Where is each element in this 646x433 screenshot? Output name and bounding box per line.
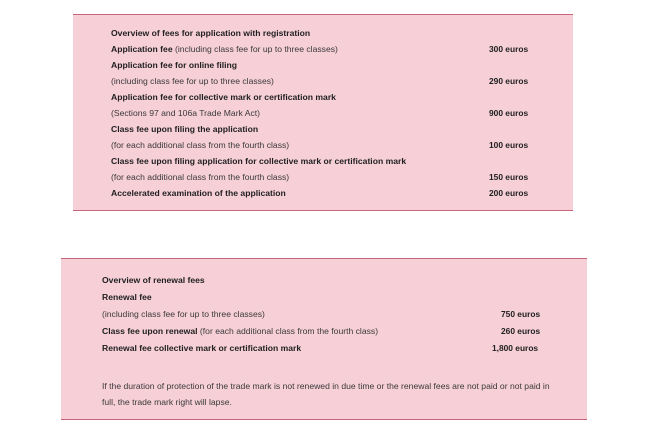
renewal-fees-title: Overview of renewal fees [102, 275, 205, 285]
class-fee-collective-title: Class fee upon filing application for collective mark or certification mark [111, 156, 407, 166]
renewal-collective-title: Renewal fee collective mark or certification mark [102, 343, 302, 353]
online-filing-amount: 290 euros [489, 76, 529, 86]
class-fee-title: Class fee upon filing the application [111, 124, 259, 134]
online-filing-title: Application fee for online filing [111, 60, 238, 70]
renewal-class-fee-note: (for each additional class from the fourth class) [197, 326, 379, 336]
renewal-fee-title: Renewal fee [102, 292, 152, 302]
application-fee-amount: 300 euros [489, 44, 529, 54]
class-fee-collective-note: (for each additional class from the fourth class) [111, 172, 290, 182]
application-fee-row [111, 43, 338, 55]
renewal-collective-amount: 1,800 euros [492, 343, 539, 353]
online-filing-note: (including class fee for up to three classes) [111, 76, 274, 86]
application-fee-note: (including class fee for up to three classes) [172, 44, 338, 54]
class-fee-note: (for each additional class from the fourth class) [111, 140, 290, 150]
renewal-class-fee-row [102, 325, 378, 337]
renewal-fee-note: (including class fee for up to three classes) [102, 309, 265, 319]
registration-fees-panel [73, 14, 573, 211]
accelerated-examination-title: Accelerated examination of the application [111, 188, 286, 198]
renewal-class-fee-amount: 260 euros [501, 326, 541, 336]
class-fee-amount: 100 euros [489, 140, 529, 150]
renewal-class-fee-label: Class fee upon renewal [102, 326, 198, 336]
class-fee-collective-amount: 150 euros [489, 172, 529, 182]
renewal-fees-panel [61, 258, 587, 420]
registration-fees-title: Overview of fees for application with registration [111, 28, 311, 38]
accelerated-examination-amount: 200 euros [489, 188, 529, 198]
application-fee-label: Application fee [111, 44, 173, 54]
collective-mark-note: (Sections 97 and 106a Trade Mark Act) [111, 108, 261, 118]
lapse-note: If the duration of protection of the trade mark is not renewed in due time or the renewal fees are not paid or not paid in full, the trade mark right will lapse. [102, 381, 550, 407]
collective-mark-title: Application fee for collective mark or certification mark [111, 92, 336, 102]
collective-mark-amount: 900 euros [489, 108, 529, 118]
renewal-fee-amount: 750 euros [501, 309, 541, 319]
